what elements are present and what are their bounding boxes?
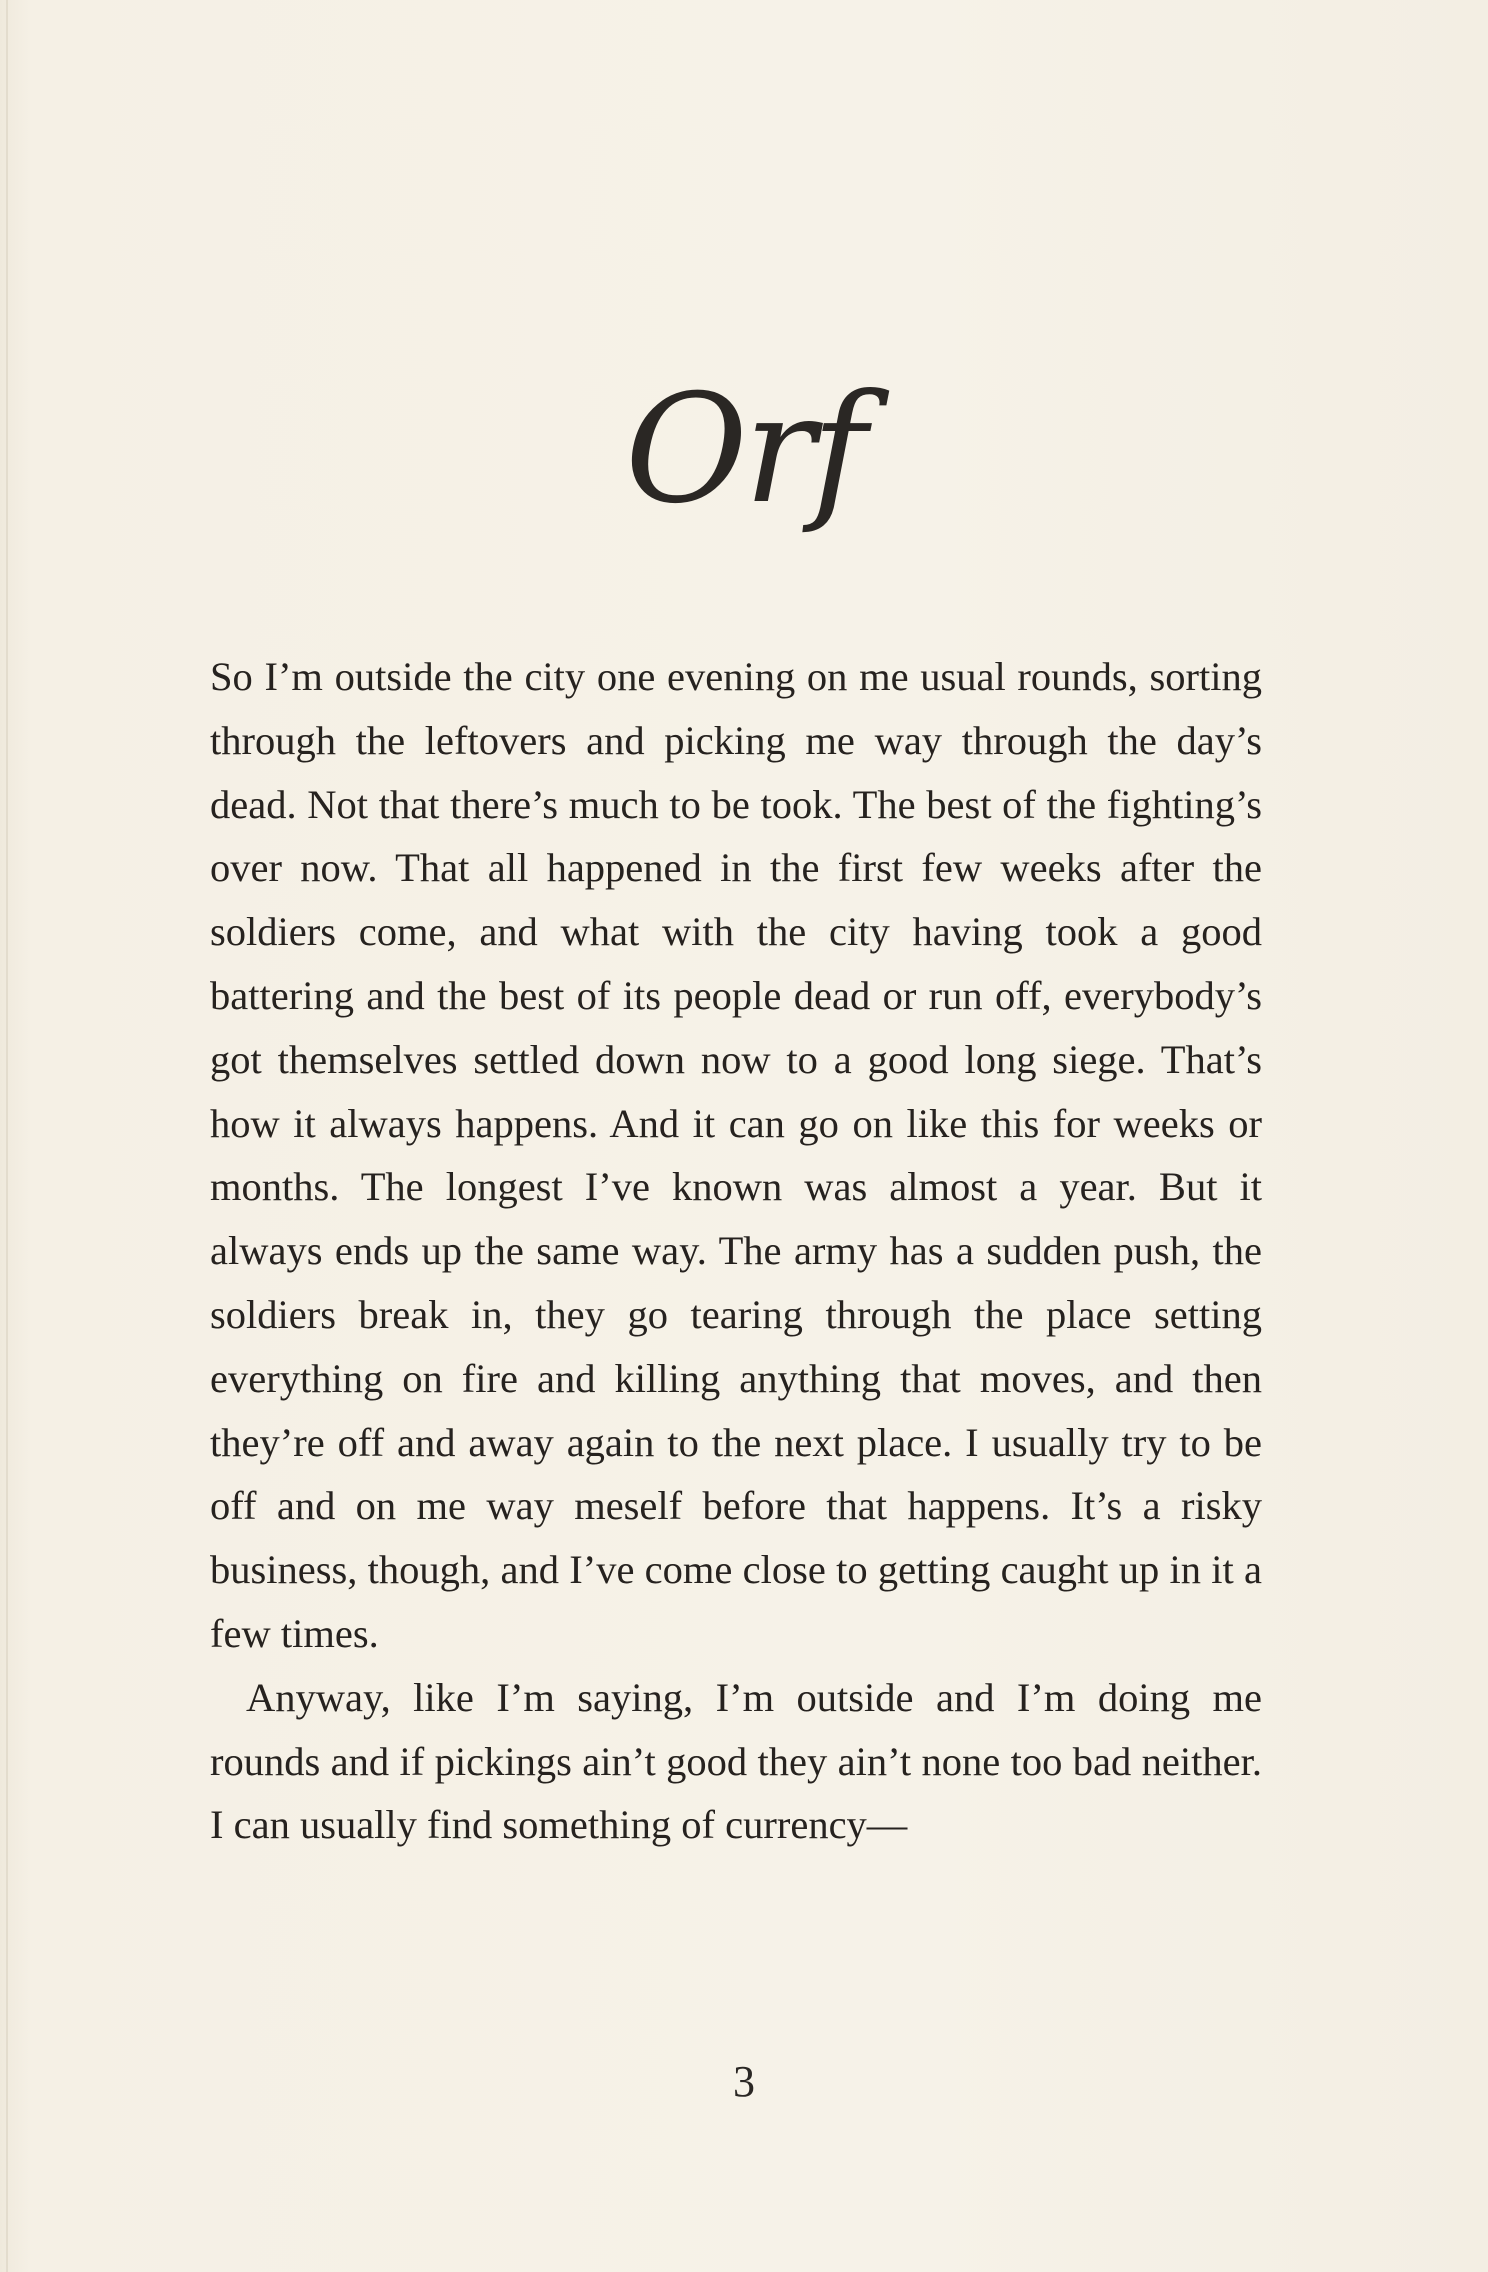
chapter-title: Orf — [624, 363, 864, 537]
page-number: 3 — [733, 2057, 755, 2106]
body-text — [210, 645, 1262, 1857]
paragraph-2: Anyway, like I’m saying, I’m outside and I’m doing me rounds and if pickings ain’t good they ain’t none too bad neither. I can usually find something of currency— — [210, 1674, 1262, 1848]
paragraph-1: So I’m outside the city one evening on me usual rounds, sorting through the leftovers and picking me way through the day’s dead. Not that there’s much to be took. The best of the fighting’s over now. That all happened in the first few weeks after the soldiers come, and what with the city having took a good battering and the best of its people dead or run off, everybody’s got themselves settled down now to a good long siege. That’s how it always happens. And it can go on like this for weeks or months. The longest I’ve known was almost a year. But it always ends up the same way. The army has a sudden push, the soldiers break in, they go tearing through the place setting everything on fire and killing anything that moves, and then they’re off and away again to the next place. I usually try to be off and on me way meself before that happens. It’s a risky business, though, and I’ve come close to getting caught up in it a few times. — [210, 654, 1262, 1656]
